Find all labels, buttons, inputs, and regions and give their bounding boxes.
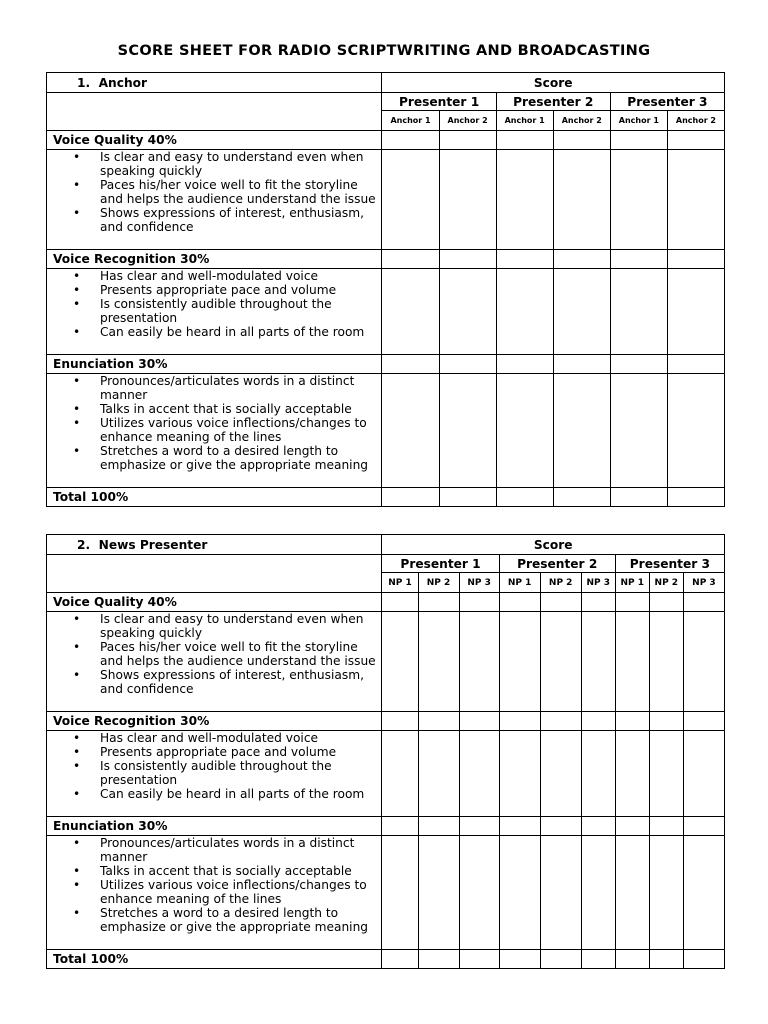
score-cell[interactable] (418, 612, 459, 712)
bullet-item: • Utilizes various voice inflections/changes to enhance meaning of the lines (100, 878, 381, 906)
total-cell[interactable] (540, 950, 581, 969)
total-cell[interactable] (382, 488, 439, 507)
header-blank-cell (47, 93, 382, 131)
score-cell[interactable] (382, 131, 439, 150)
section-number: 2. (77, 537, 91, 552)
bullet-item: • Talks in accent that is socially acceptable (100, 402, 381, 416)
score-header: Score (382, 73, 725, 93)
section-number: 1. (77, 75, 91, 90)
total-label: Total 100% (47, 488, 382, 507)
score-cell[interactable] (581, 612, 615, 712)
score-cell[interactable] (649, 836, 683, 950)
score-cell[interactable] (683, 612, 724, 712)
bullet-item: • Pronounces/articulates words in a distinct manner (100, 836, 381, 864)
sub-column-header: NP 3 (581, 573, 615, 593)
score-cell[interactable] (439, 374, 496, 488)
score-cell[interactable] (667, 355, 724, 374)
score-cell[interactable] (382, 817, 418, 836)
score-cell[interactable] (499, 817, 540, 836)
score-cell[interactable] (610, 355, 667, 374)
news-presenter-score-table (46, 534, 725, 969)
bullet-item: • Paces his/her voice well to fit the storyline and helps the audience understand the issue (100, 640, 381, 668)
score-cell[interactable] (439, 355, 496, 374)
presenter-3-header: Presenter 3 (615, 555, 724, 573)
total-cell[interactable] (459, 950, 499, 969)
score-cell[interactable] (459, 817, 499, 836)
score-cell[interactable] (540, 836, 581, 950)
bullet-item: • Stretches a word to a desired length to emphasize or give the appropriate meaning (100, 444, 381, 472)
criterion-title: Voice Quality 40% (47, 131, 382, 150)
criterion-title: Enunciation 30% (47, 355, 382, 374)
sub-column-header: NP 1 (615, 573, 649, 593)
total-cell[interactable] (499, 950, 540, 969)
score-cell[interactable] (499, 712, 540, 731)
score-cell[interactable] (459, 836, 499, 950)
presenter-2-header: Presenter 2 (499, 555, 615, 573)
bullet-item: • Paces his/her voice well to fit the storyline and helps the audience understand the issue (100, 178, 381, 206)
bullet-item: • Has clear and well-modulated voice (100, 731, 381, 745)
score-cell[interactable] (667, 269, 724, 355)
score-cell[interactable] (553, 150, 610, 250)
score-cell[interactable] (439, 250, 496, 269)
score-cell[interactable] (553, 250, 610, 269)
score-cell[interactable] (382, 612, 418, 712)
score-cell[interactable] (540, 593, 581, 612)
score-cell[interactable] (649, 593, 683, 612)
sub-column-header: Anchor 1 (496, 111, 553, 131)
bullet-item: • Is clear and easy to understand even when speaking quickly (100, 150, 381, 178)
score-cell[interactable] (581, 836, 615, 950)
score-cell[interactable] (553, 355, 610, 374)
score-cell[interactable] (615, 817, 649, 836)
score-cell[interactable] (418, 731, 459, 817)
score-cell[interactable] (496, 250, 553, 269)
bullet-item: • Stretches a word to a desired length to emphasize or give the appropriate meaning (100, 906, 381, 934)
score-cell[interactable] (667, 250, 724, 269)
score-header: Score (382, 535, 725, 555)
bullet-item: • Is consistently audible throughout the presentation (100, 759, 381, 787)
presenter-3-header: Presenter 3 (610, 93, 724, 111)
score-cell[interactable] (615, 712, 649, 731)
score-cell[interactable] (610, 269, 667, 355)
score-cell[interactable] (581, 593, 615, 612)
score-cell[interactable] (459, 612, 499, 712)
score-cell[interactable] (382, 836, 418, 950)
score-cell[interactable] (683, 731, 724, 817)
total-cell[interactable] (553, 488, 610, 507)
presenter-2-header: Presenter 2 (496, 93, 610, 111)
score-cell[interactable] (667, 374, 724, 488)
sub-column-header: NP 2 (540, 573, 581, 593)
score-cell[interactable] (439, 269, 496, 355)
presenter-1-header: Presenter 1 (382, 555, 499, 573)
total-cell[interactable] (610, 488, 667, 507)
score-cell[interactable] (499, 836, 540, 950)
total-cell[interactable] (581, 950, 615, 969)
score-cell[interactable] (382, 712, 418, 731)
bullet-item: • Has clear and well-modulated voice (100, 269, 381, 283)
score-cell[interactable] (683, 593, 724, 612)
score-cell[interactable] (615, 731, 649, 817)
total-cell[interactable] (496, 488, 553, 507)
criterion-bullets (47, 731, 382, 817)
sub-column-header: Anchor 1 (382, 111, 439, 131)
score-cell[interactable] (496, 131, 553, 150)
sub-column-header: Anchor 1 (610, 111, 667, 131)
score-cell[interactable] (683, 817, 724, 836)
bullet-item: • Is clear and easy to understand even when speaking quickly (100, 612, 381, 640)
section-name: Anchor (98, 75, 148, 90)
total-cell[interactable] (667, 488, 724, 507)
criterion-title: Voice Recognition 30% (47, 712, 382, 731)
score-cell[interactable] (499, 612, 540, 712)
sub-column-header: Anchor 2 (553, 111, 610, 131)
score-cell[interactable] (382, 355, 439, 374)
bullet-item: • Is consistently audible throughout the presentation (100, 297, 381, 325)
score-cell[interactable] (615, 836, 649, 950)
criterion-bullets (47, 150, 382, 250)
section-name: News Presenter (98, 537, 208, 552)
score-cell[interactable] (581, 712, 615, 731)
sub-column-header: NP 1 (499, 573, 540, 593)
bullet-item: • Shows expressions of interest, enthusiasm, and confidence (100, 668, 381, 696)
score-cell[interactable] (610, 374, 667, 488)
score-cell[interactable] (459, 731, 499, 817)
score-cell[interactable] (683, 836, 724, 950)
score-cell[interactable] (649, 612, 683, 712)
score-cell[interactable] (418, 593, 459, 612)
score-cell[interactable] (459, 593, 499, 612)
total-label: Total 100% (47, 950, 382, 969)
score-cell[interactable] (540, 712, 581, 731)
score-cell[interactable] (540, 612, 581, 712)
score-cell[interactable] (667, 150, 724, 250)
score-cell[interactable] (382, 250, 439, 269)
criterion-title: Voice Recognition 30% (47, 250, 382, 269)
score-cell[interactable] (581, 817, 615, 836)
score-cell[interactable] (459, 712, 499, 731)
score-cell[interactable] (496, 269, 553, 355)
sub-column-header: NP 3 (683, 573, 724, 593)
total-cell[interactable] (649, 950, 683, 969)
score-cell[interactable] (382, 269, 439, 355)
criterion-title: Voice Quality 40% (47, 593, 382, 612)
sub-column-header: NP 3 (459, 573, 499, 593)
criterion-title: Enunciation 30% (47, 817, 382, 836)
score-cell[interactable] (499, 593, 540, 612)
score-cell[interactable] (581, 731, 615, 817)
anchor-score-table (46, 72, 725, 507)
header-blank-cell (47, 555, 382, 593)
total-cell[interactable] (418, 950, 459, 969)
score-cell[interactable] (439, 150, 496, 250)
criterion-bullets (47, 836, 382, 950)
bullet-item: • Pronounces/articulates words in a distinct manner (100, 374, 381, 402)
sub-column-header: NP 1 (382, 573, 418, 593)
score-cell[interactable] (553, 269, 610, 355)
score-cell[interactable] (683, 712, 724, 731)
score-cell[interactable] (418, 836, 459, 950)
score-cell[interactable] (540, 817, 581, 836)
criterion-bullets (47, 374, 382, 488)
sub-column-header: NP 2 (418, 573, 459, 593)
bullet-item: • Can easily be heard in all parts of the room (100, 787, 381, 801)
score-cell[interactable] (667, 131, 724, 150)
score-cell[interactable] (610, 150, 667, 250)
total-cell[interactable] (683, 950, 724, 969)
score-cell[interactable] (610, 250, 667, 269)
total-cell[interactable] (615, 950, 649, 969)
bullet-item: • Shows expressions of interest, enthusiasm, and confidence (100, 206, 381, 234)
page-title: SCORE SHEET FOR RADIO SCRIPTWRITING AND BROADCASTING (117, 43, 651, 59)
score-cell[interactable] (553, 374, 610, 488)
sub-column-header: NP 2 (649, 573, 683, 593)
score-cell[interactable] (496, 150, 553, 250)
score-cell[interactable] (439, 131, 496, 150)
score-cell[interactable] (418, 817, 459, 836)
score-cell[interactable] (418, 712, 459, 731)
bullet-item: • Presents appropriate pace and volume (100, 745, 381, 759)
score-cell[interactable] (610, 131, 667, 150)
score-cell[interactable] (615, 593, 649, 612)
total-cell[interactable] (382, 950, 418, 969)
section-heading (47, 535, 382, 555)
score-cell[interactable] (649, 712, 683, 731)
section-heading (47, 73, 382, 93)
score-cell[interactable] (649, 817, 683, 836)
score-cell[interactable] (499, 731, 540, 817)
sub-column-header: Anchor 2 (667, 111, 724, 131)
score-cell[interactable] (496, 355, 553, 374)
score-cell[interactable] (382, 150, 439, 250)
score-cell[interactable] (649, 731, 683, 817)
score-cell[interactable] (540, 731, 581, 817)
bullet-item: • Can easily be heard in all parts of the room (100, 325, 381, 339)
score-cell[interactable] (382, 731, 418, 817)
score-cell[interactable] (553, 131, 610, 150)
criterion-bullets (47, 269, 382, 355)
total-cell[interactable] (439, 488, 496, 507)
bullet-item: • Utilizes various voice inflections/changes to enhance meaning of the lines (100, 416, 381, 444)
score-cell[interactable] (382, 374, 439, 488)
score-cell[interactable] (615, 612, 649, 712)
sub-column-header: Anchor 2 (439, 111, 496, 131)
score-cell[interactable] (382, 593, 418, 612)
score-cell[interactable] (496, 374, 553, 488)
criterion-bullets (47, 612, 382, 712)
bullet-item: • Presents appropriate pace and volume (100, 283, 381, 297)
bullet-item: • Talks in accent that is socially acceptable (100, 864, 381, 878)
presenter-1-header: Presenter 1 (382, 93, 496, 111)
